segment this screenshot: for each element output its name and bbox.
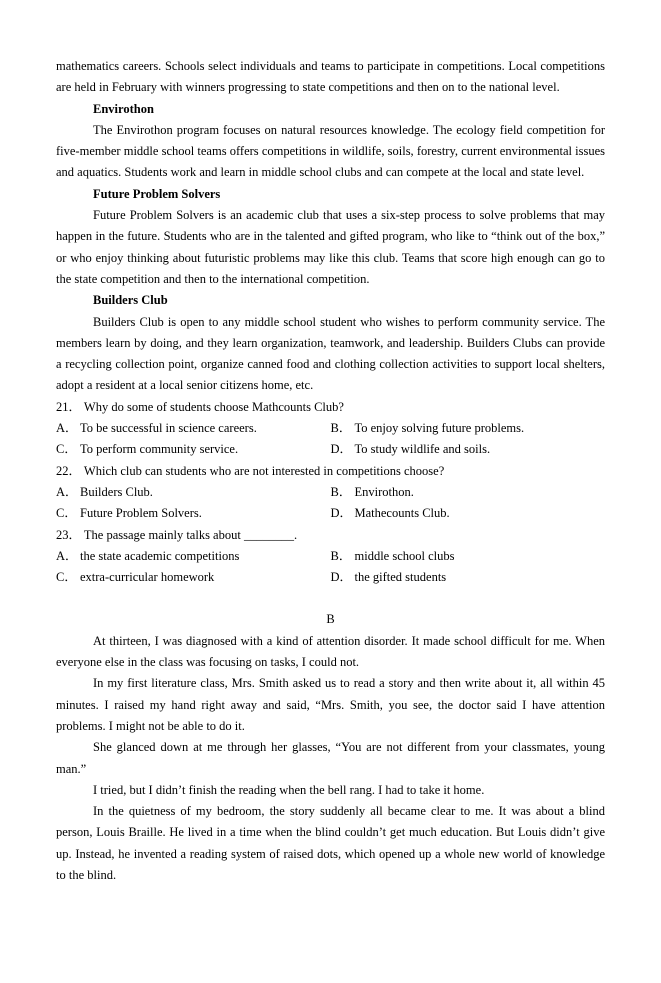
question-number: 21． xyxy=(56,399,82,414)
passage-b-paragraph: She glanced down at me through her glasses, “You are not different from your classmates, young man.” xyxy=(56,740,605,776)
option-c: C． To perform community service. xyxy=(56,442,239,457)
option-d: D． To study wildlife and soils. xyxy=(330,442,491,457)
option-c: C． extra-curricular homework xyxy=(56,570,215,585)
passage-b-paragraph: At thirteen, I was diagnosed with a kind of attention disorder. It made school difficult for me. When everyone else in the class was focusing on tasks, I could not. xyxy=(56,633,605,670)
option-d: D． the gifted students xyxy=(330,570,447,585)
option-b: B． Envirothon. xyxy=(330,484,414,499)
club-text-future-problem-solvers: Future Problem Solvers is an academic club that uses a six-step process to solve problems that may happen in the future. Students who are in the talented and gifted program, who like to “think out of the box,” or who enjoy thinking about futuristic problems may like this club. Teams that score high enough can go to the state competition and then to the international competition. xyxy=(56,208,605,286)
club-heading-future-problem-solvers: Future Problem Solvers xyxy=(93,186,221,201)
question-22 xyxy=(56,461,605,482)
question-23-options-row-1 xyxy=(56,546,605,567)
option-a: A． the state academic competitions xyxy=(56,548,240,563)
option-d: D． Mathecounts Club. xyxy=(330,506,450,521)
question-23 xyxy=(56,525,605,546)
question-22-options-row-2 xyxy=(56,503,605,524)
question-text: The passage mainly talks about ________. xyxy=(83,527,298,542)
option-c: C． Future Problem Solvers. xyxy=(56,506,202,521)
option-b: B． To enjoy solving future problems. xyxy=(330,421,525,436)
club-heading-envirothon: Envirothon xyxy=(93,101,154,116)
passage-b-paragraph: In the quietness of my bedroom, the story suddenly all became clear to me. It was about a blind person, Louis Braille. He lived in a time when the blind couldn’t get much education. But Louis didn’t give up. Instead, he invented a reading system of raised dots, which opened up a whole new world of knowledge to the blind. xyxy=(56,804,605,882)
question-21-options-row-2 xyxy=(56,439,605,460)
question-number: 23． xyxy=(56,527,82,542)
question-22-options-row-1 xyxy=(56,482,605,503)
passage-b-label: B xyxy=(326,612,335,627)
passage-a-intro-tail: mathematics careers. Schools select individuals and teams to participate in competitions. Local competitions are held in February with winners progressing to state competitions and then on to the national level. xyxy=(56,59,605,95)
club-text-envirothon: The Envirothon program focuses on natural resources knowledge. The ecology field competition for five-member middle school teams offers competitions in wildlife, soils, forestry, current environmental issues and aquatics. Students work and learn in middle school clubs and can compete at the local and state level. xyxy=(56,122,605,180)
option-b: B． middle school clubs xyxy=(330,548,455,563)
club-heading-builders-club: Builders Club xyxy=(93,293,168,308)
option-a: A． Builders Club. xyxy=(56,484,153,499)
question-21-options-row-1 xyxy=(56,418,605,439)
question-text: Why do some of students choose Mathcounts Club? xyxy=(83,399,344,414)
question-23-options-row-2 xyxy=(56,567,605,588)
passage-b-paragraph: In my first literature class, Mrs. Smith asked us to read a story and then write about it, all within 45 minutes. I raised my hand right away and said, “Mrs. Smith, you see, the doctor said I have attention problems. I might not be able to do it. xyxy=(56,676,605,733)
section-spacer xyxy=(56,588,605,609)
passage-b-paragraph: I tried, but I didn’t finish the reading when the bell rang. I had to take it home. xyxy=(93,782,485,797)
question-number: 22． xyxy=(56,463,82,478)
question-text: Which club can students who are not interested in competitions choose? xyxy=(83,463,445,478)
question-21 xyxy=(56,397,605,418)
club-text-builders-club: Builders Club is open to any middle school student who wishes to perform community service. The members learn by doing, and they learn organization, teamwork, and leadership. Builders Clubs can provide a recycling collection point, organize canned food and clothing collection activities to support local shelters, adopt a resident at a local senior citizens home, etc. xyxy=(56,314,605,393)
option-a: A． To be successful in science careers. xyxy=(56,421,257,436)
